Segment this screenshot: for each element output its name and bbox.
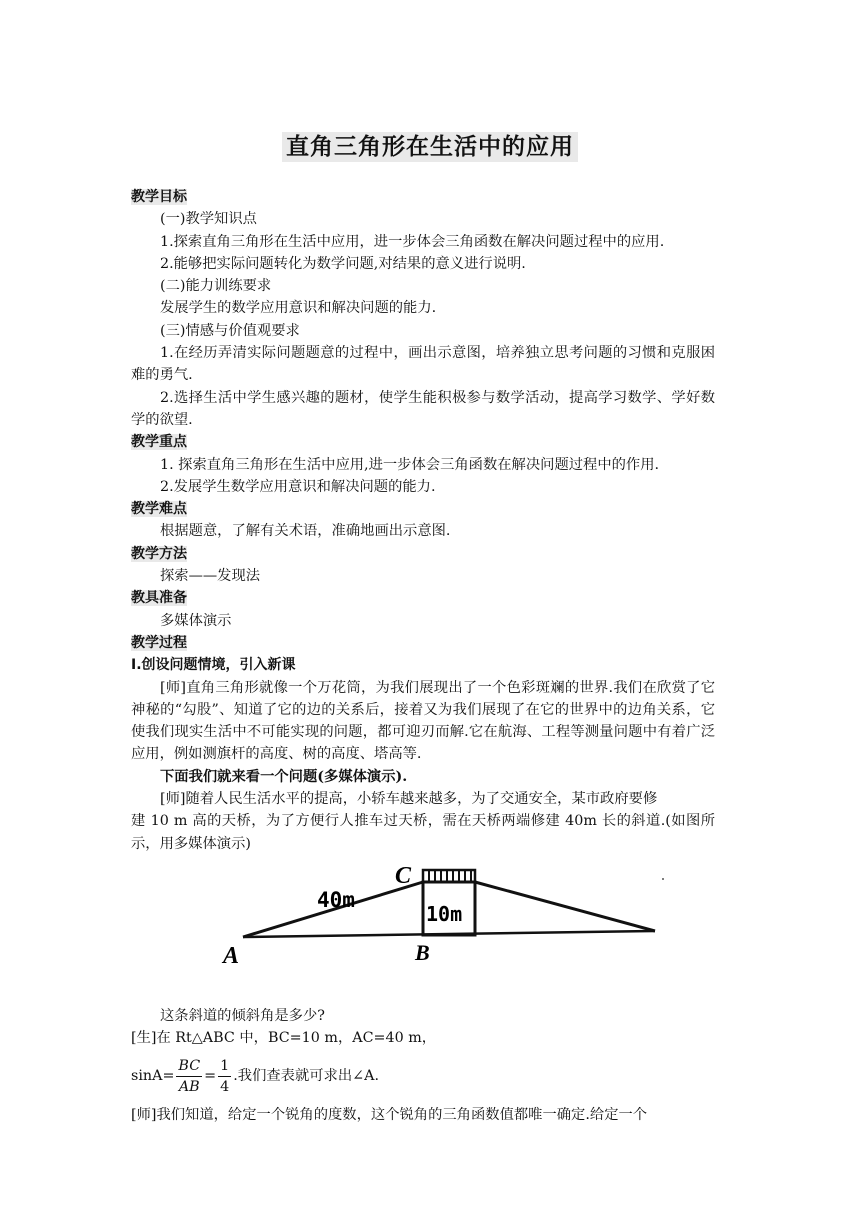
tools-1: 多媒体演示: [160, 612, 232, 629]
sine-formula-line: [131, 1050, 715, 1104]
section-heading-method: 教学方法: [131, 545, 187, 562]
section-heading-process: 教学过程: [131, 634, 187, 651]
speck-mark: [662, 878, 664, 880]
fraction-denominator: AB: [178, 1079, 200, 1095]
sine-suffix: .我们查表就可求出∠A.: [233, 1068, 380, 1085]
question-1: 这条斜道的倾斜角是多少?: [160, 1007, 325, 1024]
bridge-diagram: [131, 863, 715, 1005]
sine-prefix: sinA=: [131, 1068, 175, 1085]
goals-emotion-1: 1.在经历弄清实际问题题意的过程中，画出示意图，培养独立思考问题的习惯和克服困难的勇气.: [131, 345, 715, 384]
fraction-one-fourth: [218, 1056, 231, 1097]
step-1-heading: Ⅰ.创设问题情境，引入新课: [131, 657, 296, 674]
fraction-bc-ab: [176, 1056, 202, 1097]
page-title: 直角三角形在生活中的应用: [282, 132, 578, 162]
label-bridge-height: 10m: [426, 901, 463, 926]
fraction-numerator: 1: [218, 1056, 231, 1077]
label-a: A: [223, 942, 240, 969]
teacher-paragraph-1: [师]直角三角形就像一个万花筒，为我们展现出了一个色彩斑斓的世界.我们在欣赏了它神秘的“勾股”、知道了它的边的关系后，接着又为我们展现了在它的世界中的边角关系，它使我们现实生活中不可能实现的问题，都可迎刃而解.它在航海、工程等测量问题中有着广泛应用，例如测旗杆的高度、树的高度、塔高等.: [131, 679, 715, 763]
page-title-block: [0, 128, 860, 161]
right-slope-line: [475, 882, 655, 931]
bridge-railing: [423, 870, 475, 882]
goals-knowledge-heading: (一)教学知识点: [160, 211, 257, 228]
goals-knowledge-1: 1.探索直角三角形在生活中应用，进一步体会三角函数在解决问题过程中的应用.: [160, 233, 665, 250]
teacher-paragraph-3a: [师]随着人民生活水平的提高，小轿车越来越多，为了交通安全，某市政府要修: [160, 791, 658, 808]
label-slope-length: 40m: [317, 887, 355, 912]
goals-emotion-heading: (三)情感与价值观要求: [160, 322, 300, 339]
section-heading-goals: 教学目标: [131, 189, 187, 205]
key-point-1: 1. 探索直角三角形在生活中应用,进一步体会三角函数在解决问题过程中的作用.: [160, 456, 660, 473]
goals-ability-1: 发展学生的数学应用意识和解决问题的能力.: [160, 300, 437, 317]
teacher-paragraph-2: 下面我们就来看一个问题(多媒体演示).: [160, 768, 408, 785]
document-body: [131, 186, 715, 1126]
label-c: C: [395, 862, 412, 889]
key-point-2: 2.发展学生数学应用意识和解决问题的能力.: [160, 478, 436, 495]
goals-knowledge-2: 2.能够把实际问题转化为数学问题,对结果的意义进行说明.: [160, 255, 526, 272]
railing-bars: [429, 870, 471, 882]
teacher-paragraph-4: [师]我们知道，给定一个锐角的度数，这个锐角的三角函数值都唯一确定.给定一个: [131, 1106, 648, 1123]
fraction-numerator: BC: [176, 1056, 202, 1077]
fraction-denominator: 4: [220, 1079, 230, 1095]
bridge-diagram-svg: [131, 863, 715, 1005]
section-heading-tools: 教具准备: [131, 590, 187, 607]
teacher-paragraph-3b: 建 10 m 高的天桥，为了方便行人推车过天桥，需在天桥两端修建 40m 长的斜道.(如图所示，用多媒体演示): [131, 813, 715, 852]
section-heading-key: 教学重点: [131, 434, 187, 451]
label-b: B: [415, 939, 430, 965]
difficulty-1: 根据题意，了解有关术语，准确地画出示意图.: [160, 523, 451, 540]
goals-emotion-2: 2.选择生活中学生感兴趣的题材，使学生能积极参与数学活动，提高学习数学、学好数学的欲望.: [131, 389, 715, 428]
section-heading-difficulty: 教学难点: [131, 501, 187, 518]
student-answer-1: [生]在 Rt△ABC 中，BC=10 m，AC=40 m，: [131, 1030, 437, 1047]
goals-ability-heading: (二)能力训练要求: [160, 278, 272, 295]
equals-sign: =: [204, 1068, 217, 1085]
method-1: 探索——发现法: [160, 568, 261, 585]
